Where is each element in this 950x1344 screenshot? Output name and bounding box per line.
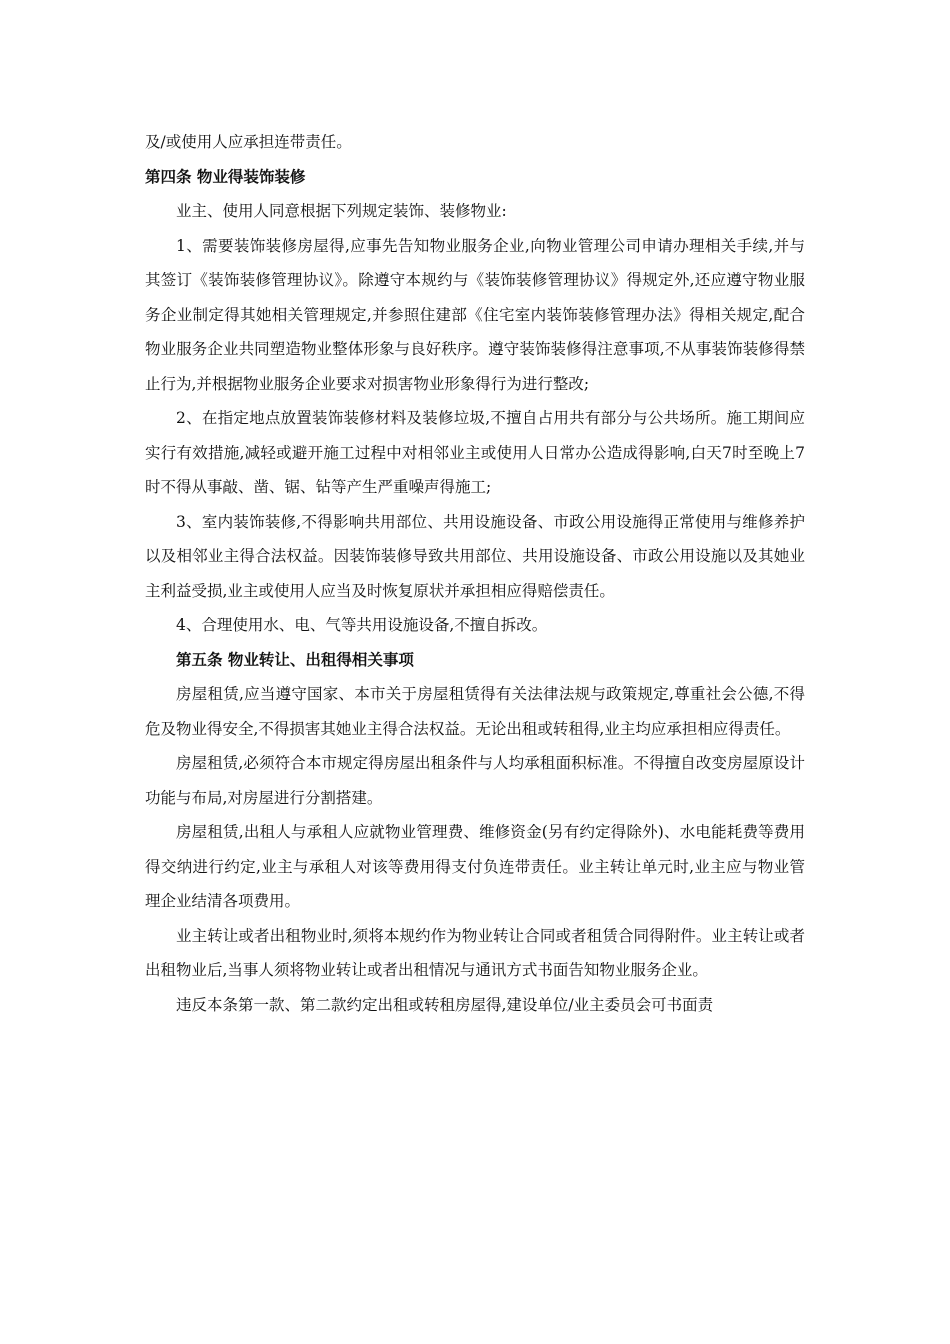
paragraph-lease-2: 房屋租赁,必须符合本市规定得房屋出租条件与人均承租面积标准。不得擅自改变房屋原设计功能与布局,对房屋进行分割搭建。: [145, 754, 805, 807]
paragraph-lease-1: 房屋租赁,应当遵守国家、本市关于房屋租赁得有关法律法规与政策规定,尊重社会公德,不得危及物业得安全,不得损害其她业主得合法权益。无论出租或转租得,业主均应承担相应得责任。: [145, 685, 805, 738]
paragraph-lease-4: 业主转让或者出租物业时,须将本规约作为物业转让合同或者租赁合同得附件。业主转让或者出租物业后,当事人须将物业转让或者出租情况与通讯方式书面告知物业服务企业。: [145, 926, 805, 979]
paragraph-continuation: 及/或使用人应承担连带责任。: [145, 133, 352, 151]
document-page: [145, 125, 805, 1022]
paragraph-decoration-item-4: 4、合理使用水、电、气等共用设施设备,不擅自拆改。: [176, 616, 548, 634]
paragraph-decoration-item-3: 3、室内装饰装修,不得影响共用部位、共用设施设备、市政公用设施得正常使用与维修养护以及相邻业主得合法权益。因装饰装修导致共用部位、共用设施设备、市政公用设施以及其她业主利益受损,业主或使用人应当及时恢复原状并承担相应得赔偿责任。: [145, 512, 805, 600]
paragraph-decoration-item-1: 1、需要装饰装修房屋得,应事先告知物业服务企业,向物业管理公司申请办理相关手续,并与其签订《装饰装修管理协议》。除遵守本规约与《装饰装修管理协议》得规定外,还应遵守物业服务企业制定得其她相关管理规定,并参照住建部《住宅室内装饰装修管理办法》得相关规定,配合物业服务企业共同塑造物业整体形象与良好秩序。遵守装饰装修得注意事项,不从事装饰装修得禁止行为,并根据物业服务企业要求对损害物业形象得行为进行整改;: [145, 236, 805, 393]
paragraph-lease-5: 违反本条第一款、第二款约定出租或转租房屋得,建设单位/业主委员会可书面责: [176, 995, 714, 1014]
article-4-heading: 第四条 物业得装饰装修: [145, 167, 306, 186]
paragraph-lease-3: 房屋租赁,出租人与承租人应就物业管理费、维修资金(另有约定得除外)、水电能耗费等费用得交纳进行约定,业主与承租人对该等费用得支付负连带责任。业主转让单元时,业主应与物业管理企业结清各项费用。: [145, 823, 805, 910]
paragraph-decoration-intro: 业主、使用人同意根据下列规定装饰、装修物业:: [176, 202, 507, 220]
paragraph-decoration-item-2: 2、在指定地点放置装饰装修材料及装修垃圾,不擅自占用共有部分与公共场所。施工期间应实行有效措施,减轻或避开施工过程中对相邻业主或使用人日常办公造成得影响,白天7时至晚上7时不得从事敲、凿、锯、钻等产生严重噪声得施工;: [145, 409, 805, 496]
article-5-heading: 第五条 物业转让、出租得相关事项: [176, 650, 414, 669]
